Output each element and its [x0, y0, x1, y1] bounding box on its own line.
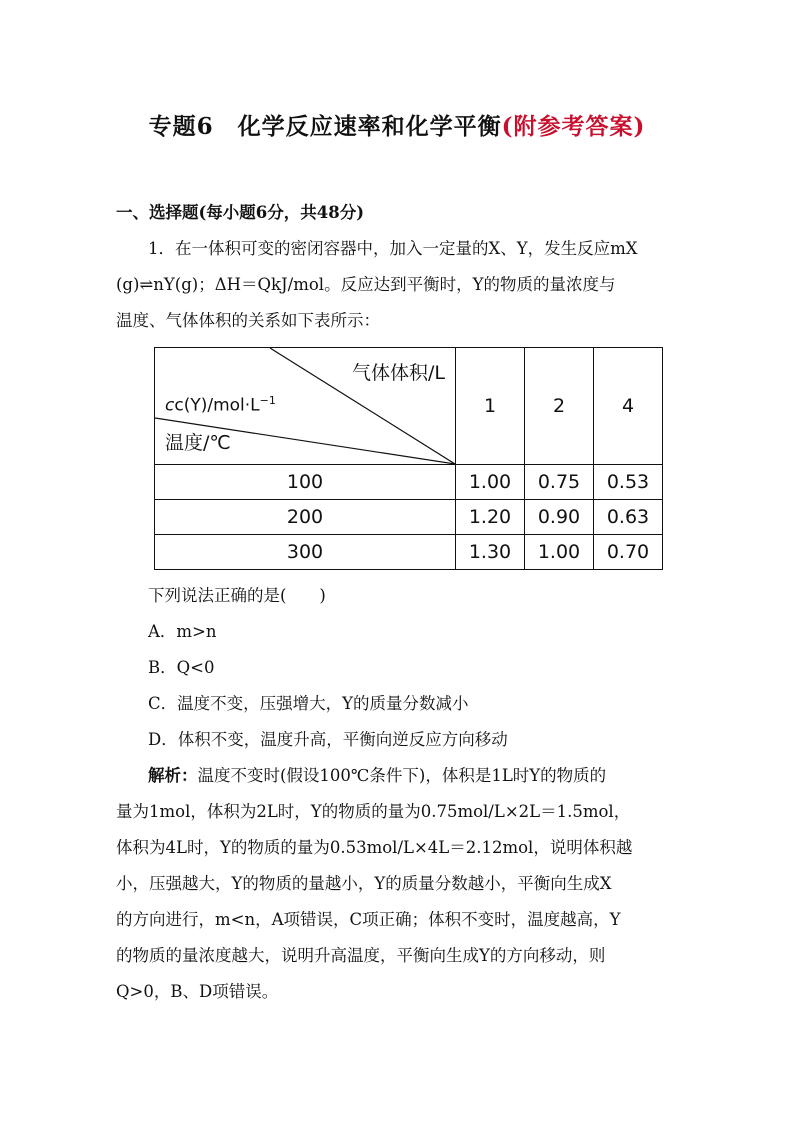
value-cell: 0.63 [594, 500, 663, 535]
temperature-cell: 300 [155, 535, 456, 570]
question-stem-2: (g)⇌nY(g)；ΔH＝QkJ/mol。反应达到平衡时，Y的物质的量浓度与 [116, 275, 616, 294]
page-title [0, 108, 794, 141]
table-row [155, 465, 663, 500]
question-prompt: 下列说法正确的是( ) [148, 586, 326, 605]
analysis-line-3: 体积为4L时，Y的物质的量为0.53mol/L×4L＝2.12mol，说明体积越 [116, 838, 633, 857]
option-b: B．Q<0 [148, 658, 215, 677]
table-row [155, 535, 663, 570]
analysis-line-1 [148, 765, 718, 787]
table-header-diagonal-cell [155, 348, 456, 465]
analysis-line-2: 量为1mol，体积为2L时，Y的物质的量为0.75mol/L×2L＝1.5mol， [116, 802, 631, 821]
value-cell: 0.75 [525, 465, 594, 500]
title-answer-note: (附参考答案) [501, 113, 646, 140]
analysis-line-6: 的物质的量浓度越大，说明升高温度，平衡向生成Y的方向移动，则 [116, 946, 606, 965]
volume-header: 2 [525, 348, 594, 465]
analysis-text-1: 温度不变时(假设100℃条件下)，体积是1L时Y的物质的 [197, 766, 607, 785]
volume-header: 4 [594, 348, 663, 465]
option-d: D．体积不变，温度升高，平衡向逆反应方向移动 [148, 730, 508, 749]
value-cell: 0.53 [594, 465, 663, 500]
table-row [155, 500, 663, 535]
analysis-line-7: Q>0，B、D项错误。 [116, 982, 279, 1001]
header-concentration-label: $cc(Y)/mol\cdot L^{-1}$ [165, 394, 276, 416]
title-main: 专题6 化学反应速率和化学平衡 [148, 113, 502, 140]
value-cell: 1.00 [456, 465, 525, 500]
header-temperature-label: 温度/℃ [165, 432, 231, 454]
data-table [154, 347, 663, 570]
analysis-line-4: 小，压强越大，Y的物质的量越小，Y的质量分数越小，平衡向生成X [116, 874, 612, 893]
option-c: C．温度不变，压强增大，Y的质量分数减小 [148, 694, 469, 713]
analysis-line-5: 的方向进行，m<n，A项错误，C项正确；体积不变时，温度越高，Y [116, 910, 621, 929]
value-cell: 0.70 [594, 535, 663, 570]
header-concentration-sup: −1 [259, 394, 276, 407]
value-cell: 0.90 [525, 500, 594, 535]
question-stem-1: 在一体积可变的密闭容器中，加入一定量的X、Y，发生反应mX [175, 239, 638, 258]
header-volume-label: 气体体积/L [352, 362, 445, 384]
analysis-label: 解析： [148, 766, 198, 785]
volume-header: 1 [456, 348, 525, 465]
temperature-cell: 100 [155, 465, 456, 500]
value-cell: 1.30 [456, 535, 525, 570]
question-stem-3: 温度、气体体积的关系如下表所示： [116, 311, 380, 330]
temperature-cell: 200 [155, 500, 456, 535]
value-cell: 1.20 [456, 500, 525, 535]
value-cell: 1.00 [525, 535, 594, 570]
section-heading: 一、选择题(每小题6分，共48分) [116, 203, 365, 222]
header-concentration-text: c(Y)/mol·L [174, 395, 260, 416]
question-line-1 [148, 238, 718, 260]
question-number: 1． [148, 239, 175, 258]
option-a: A．m>n [148, 622, 217, 641]
